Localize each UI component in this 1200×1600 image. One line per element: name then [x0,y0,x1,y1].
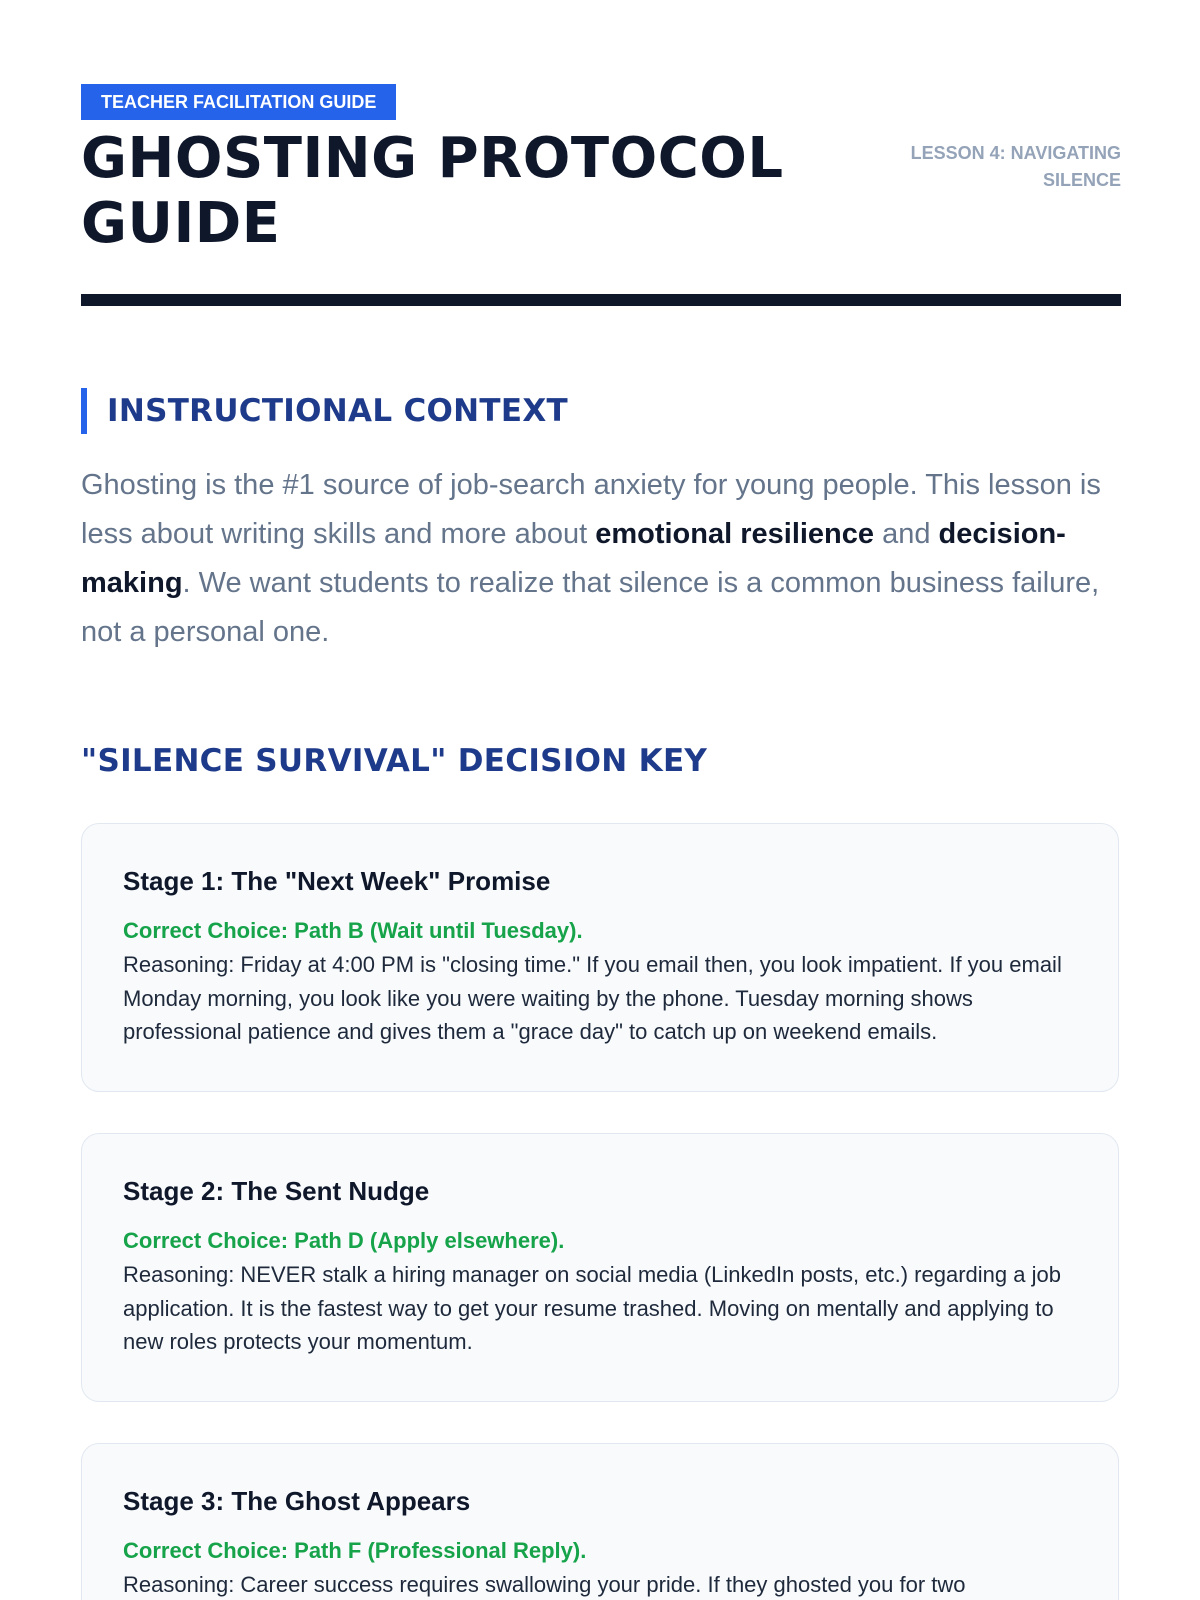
stage-reasoning: Reasoning: Friday at 4:00 PM is "closing time." If you email then, you look impatient. If you email Monday morning, you look like you were waiting by the phone. Tuesday morning shows professional patience and gives them a "grace day" to catch up on weekend emails. [123,952,1062,1044]
correct-choice: Correct Choice: Path B (Wait until Tuesday). [123,918,583,943]
stage-title: Stage 3: The Ghost Appears [123,1486,471,1516]
stage-reasoning: Reasoning: NEVER stalk a hiring manager on social media (LinkedIn posts, etc.) regarding a job application. It is the fastest way to get your resume trashed. Moving on mentally and applying to new roles protects your momentum. [123,1262,1061,1354]
context-text-part-1: Ghosting is the #1 source of job-search anxiety for young people. This lesson is less about writing skills and more about [81,469,1101,550]
page-title: GHOSTING PROTOCOL GUIDE [81,126,784,256]
instructional-context-heading: INSTRUCTIONAL CONTEXT [107,393,568,429]
instructional-context-section [81,388,1121,434]
stage-card [81,823,1119,1092]
stage-title: Stage 1: The "Next Week" Promise [123,866,551,896]
lesson-label: LESSON 4: NAVIGATING SILENCE [910,143,1121,190]
stage-card [81,1133,1119,1402]
instructional-context-heading-wrap [81,388,1121,434]
heading-accent-bar [81,388,87,434]
stage-card [81,1443,1119,1600]
emphasis-emotional-resilience: emotional resilience [595,518,875,550]
correct-choice: Correct Choice: Path D (Apply elsewhere). [123,1228,565,1253]
decision-key-section [81,738,1121,784]
context-text-part-2: and [874,518,939,550]
stage-reasoning: Reasoning: Career success requires swallowing your pride. If they ghosted you for two [123,1572,966,1597]
facilitation-guide-tag: TEACHER FACILITATION GUIDE [81,84,396,120]
header-divider [81,294,1121,306]
decision-key-heading: "SILENCE SURVIVAL" DECISION KEY [81,743,708,779]
stage-title: Stage 2: The Sent Nudge [123,1176,430,1206]
correct-choice: Correct Choice: Path F (Professional Reply). [123,1538,587,1563]
emphasis-decision-making: decision-making [81,518,1066,599]
guide-header [81,84,1121,256]
instructional-context-text [81,461,1121,657]
context-text-part-3: . We want students to realize that silence is a common business failure, not a personal one. [81,567,1100,648]
